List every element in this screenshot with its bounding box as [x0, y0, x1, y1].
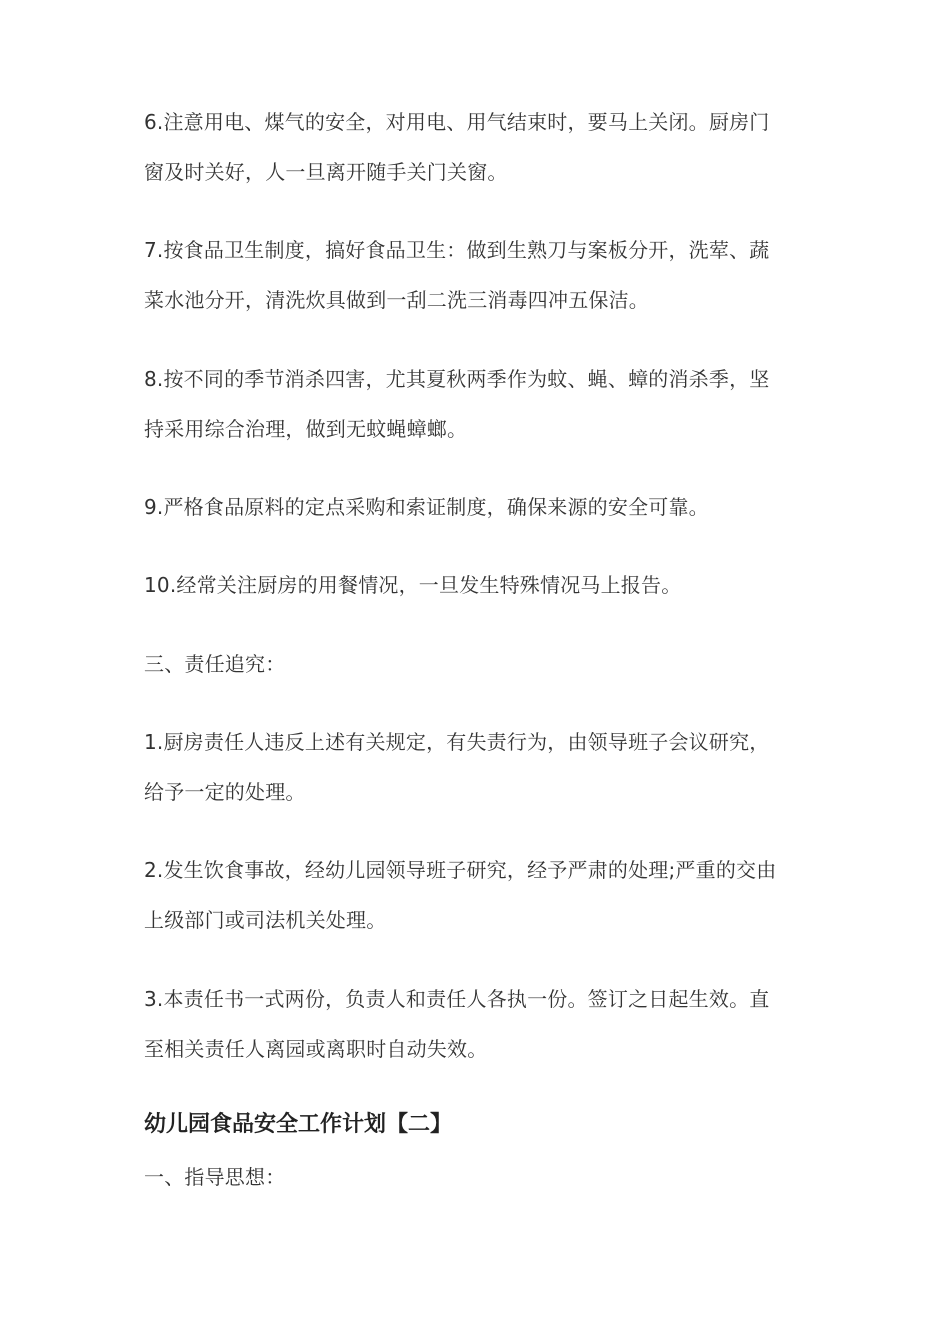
paragraph-9-line-1: 9.严格食品原料的定点采购和索证制度，确保来源的安全可靠。	[144, 495, 709, 519]
accountability-item-2-line-2: 上级部门或司法机关处理。	[144, 908, 387, 932]
paragraph-7-line-1: 7.按食品卫生制度，搞好食品卫生：做到生熟刀与案板分开，洗荤、蔬	[144, 238, 770, 262]
accountability-item-3-line-2: 至相关责任人离园或离职时自动失效。	[144, 1037, 488, 1061]
paragraph-8-line-2: 持采用综合治理，做到无蚊蝇蟑螂。	[144, 417, 468, 441]
paragraph-6-line-1: 6.注意用电、煤气的安全，对用电、用气结束时，要马上关闭。厨房门	[144, 110, 770, 134]
accountability-item-1-line-1: 1.厨房责任人违反上述有关规定，有失责行为，由领导班子会议研究，	[144, 730, 770, 754]
accountability-item-3-line-1: 3.本责任书一式两份，负责人和责任人各执一份。签订之日起生效。直	[144, 987, 770, 1011]
paragraph-7-line-2: 菜水池分开，清洗炊具做到一刮二洗三消毒四冲五保洁。	[144, 288, 649, 312]
accountability-item-1-line-2: 给予一定的处理。	[144, 780, 306, 804]
section-3-heading: 三、责任追究：	[144, 652, 286, 676]
paragraph-10-line-1: 10.经常关注厨房的用餐情况，一旦发生特殊情况马上报告。	[144, 573, 682, 597]
section-subtitle: 一、指导思想：	[144, 1165, 286, 1189]
accountability-item-2-line-1: 2.发生饮食事故，经幼儿园领导班子研究，经予严肃的处理;严重的交由	[144, 858, 777, 882]
paragraph-8-line-1: 8.按不同的季节消杀四害，尤其夏秋两季作为蚊、蝇、蟑的消杀季，坚	[144, 367, 770, 391]
section-title: 幼儿园食品安全工作计划【二】	[144, 1112, 453, 1137]
paragraph-6-line-2: 窗及时关好，人一旦离开随手关门关窗。	[144, 160, 508, 184]
